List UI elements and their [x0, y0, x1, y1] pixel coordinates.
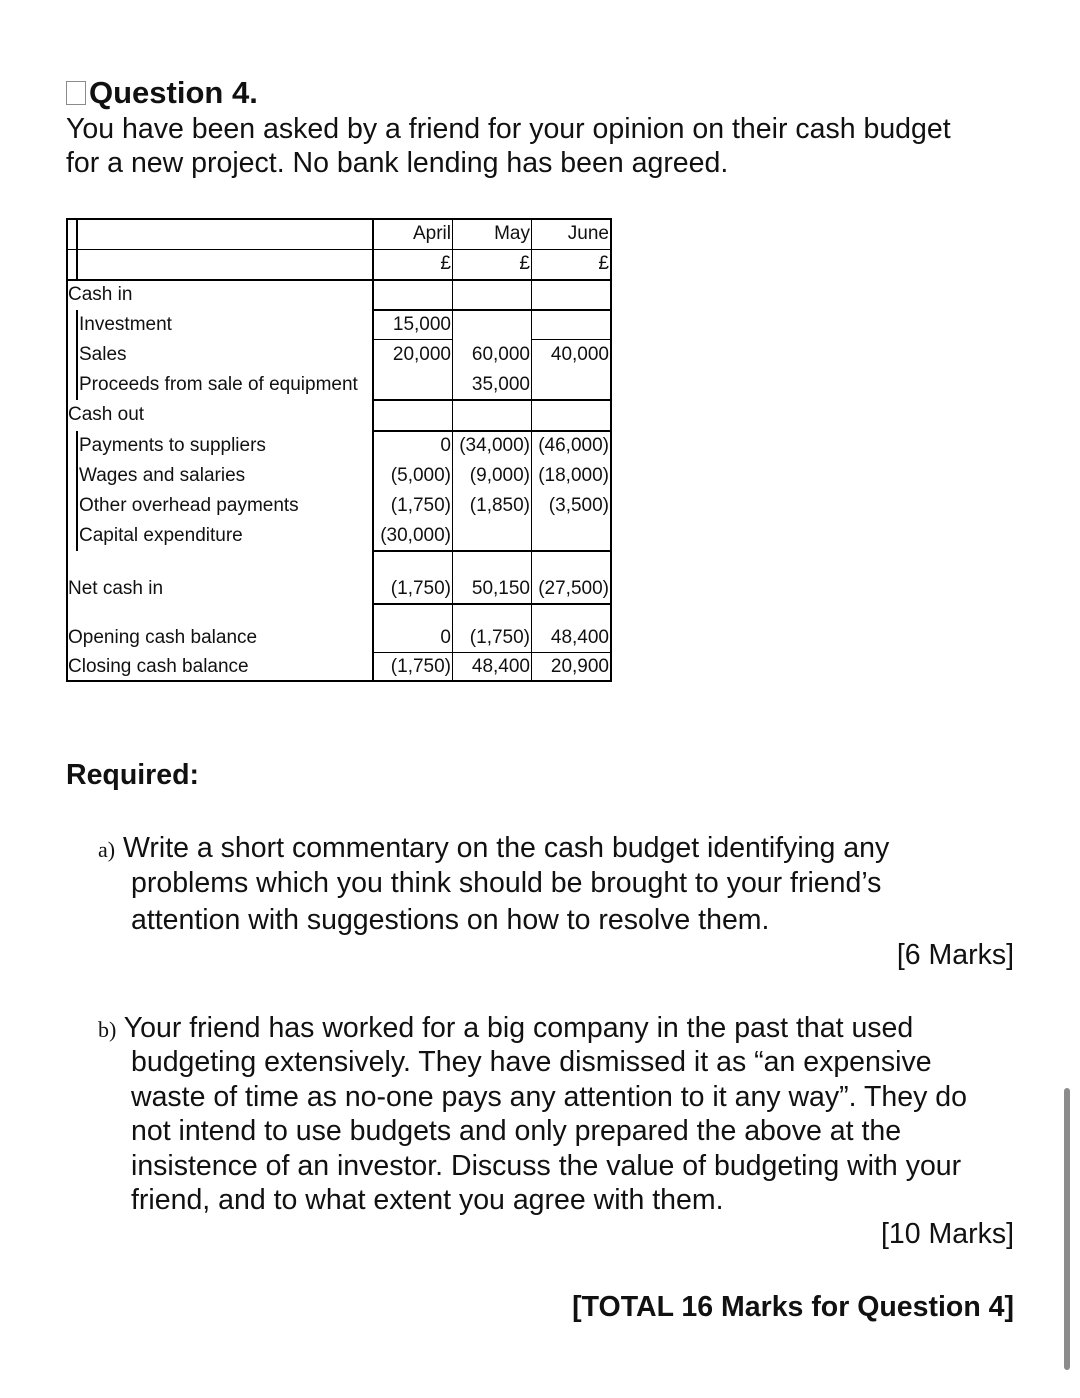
table-line [374, 309, 612, 311]
part-b-line-6: friend, and to what extent you agree with them. [131, 1184, 724, 1216]
value-sales-june: 40,000 [550, 344, 609, 365]
value-closing-june: 20,900 [550, 656, 609, 677]
row-label-other-overhead: Other overhead payments [79, 495, 299, 516]
question-title-text: Question 4. [89, 75, 258, 110]
part-b-line-3: waste of time as no-one pays any attention to it any way”. They do [131, 1081, 967, 1113]
vertical-scrollbar[interactable] [1064, 1088, 1070, 1370]
value-closing-may: 48,400 [471, 656, 530, 677]
intro-line-2: for a new project. No bank lending has been agreed. [66, 147, 729, 179]
row-label-cash-out: Cash out [68, 404, 145, 425]
table-line [374, 603, 612, 605]
value-sales-may: 60,000 [471, 344, 530, 365]
row-label-payments-suppliers: Payments to suppliers [79, 435, 266, 456]
value-wages-april: (5,000) [390, 465, 451, 486]
table-line [532, 339, 612, 340]
value-investment-april: 15,000 [392, 314, 451, 335]
table-line [76, 431, 78, 551]
value-opening-june: 48,400 [550, 627, 609, 648]
row-label-opening-balance: Opening cash balance [68, 627, 258, 648]
table-border-left [66, 218, 68, 682]
column-header-may: May [494, 223, 530, 244]
part-b-line-1 [98, 1011, 913, 1048]
part-b-line-4: not intend to use budgets and only prepared the above at the [131, 1115, 902, 1147]
table-line [372, 218, 374, 682]
value-suppliers-june: (46,000) [538, 435, 609, 456]
table-border-right [610, 218, 612, 682]
table-line [76, 218, 78, 280]
row-label-proceeds-sale-equipment: Proceeds from sale of equipment [79, 374, 358, 395]
value-net-cash-may: 50,150 [471, 578, 530, 599]
value-net-cash-june: (27,500) [538, 578, 609, 599]
row-label-sales: Sales [79, 344, 127, 365]
part-b-marks: [10 Marks] [880, 1218, 1014, 1250]
part-a-marks: [6 Marks] [896, 939, 1014, 971]
value-net-cash-april: (1,750) [390, 578, 451, 599]
value-closing-april: (1,750) [390, 656, 451, 677]
row-label-closing-balance: Closing cash balance [68, 656, 249, 677]
table-line [374, 399, 612, 401]
table-line [76, 310, 78, 400]
part-b-text-1: Your friend has worked for a big company in the past that used [123, 1012, 914, 1044]
part-a-line-2: problems which you think should be brought to your friend’s [131, 867, 882, 899]
value-wages-may: (9,000) [469, 465, 530, 486]
value-proceeds-may: 35,000 [471, 374, 530, 395]
table-line [374, 652, 612, 653]
table-line [452, 218, 453, 682]
part-a-line-3: attention with suggestions on how to resolve them. [131, 904, 770, 936]
value-suppliers-may: (34,000) [459, 435, 530, 456]
part-b-marker: b) [98, 1017, 117, 1042]
row-label-cash-in: Cash in [68, 284, 133, 305]
table-line [374, 339, 453, 340]
required-heading: Required: [66, 759, 200, 791]
part-b-line-5: insistence of an investor. Discuss the value of budgeting with your [131, 1150, 962, 1182]
column-header-april: April [412, 223, 451, 244]
currency-june: £ [598, 253, 609, 274]
value-overhead-may: (1,850) [469, 495, 530, 516]
value-suppliers-april: 0 [440, 435, 451, 456]
value-wages-june: (18,000) [538, 465, 609, 486]
row-label-wages-salaries: Wages and salaries [79, 465, 246, 486]
part-b-line-2: budgeting extensively. They have dismissed it as “an expensive [131, 1046, 932, 1078]
currency-may: £ [519, 253, 530, 274]
part-a-line-1 [98, 831, 889, 868]
intro-line-1: You have been asked by a friend for your opinion on their cash budget [66, 113, 951, 145]
part-a-text-1: Write a short commentary on the cash budget identifying any [123, 832, 890, 864]
total-marks: [TOTAL 16 Marks for Question 4] [572, 1291, 1014, 1323]
value-sales-april: 20,000 [392, 344, 451, 365]
value-capex-april: (30,000) [380, 525, 451, 546]
currency-april: £ [440, 253, 451, 274]
table-line [374, 550, 612, 552]
row-label-net-cash-in: Net cash in [68, 578, 164, 599]
value-opening-may: (1,750) [469, 627, 530, 648]
column-header-june: June [567, 223, 609, 244]
value-opening-april: 0 [440, 627, 451, 648]
part-a-marker: a) [98, 837, 116, 862]
row-label-investment: Investment [79, 314, 172, 335]
table-line [531, 218, 532, 682]
value-overhead-april: (1,750) [390, 495, 451, 516]
table-line [374, 430, 612, 432]
value-overhead-june: (3,500) [548, 495, 609, 516]
row-label-capital-expenditure: Capital expenditure [79, 525, 243, 546]
